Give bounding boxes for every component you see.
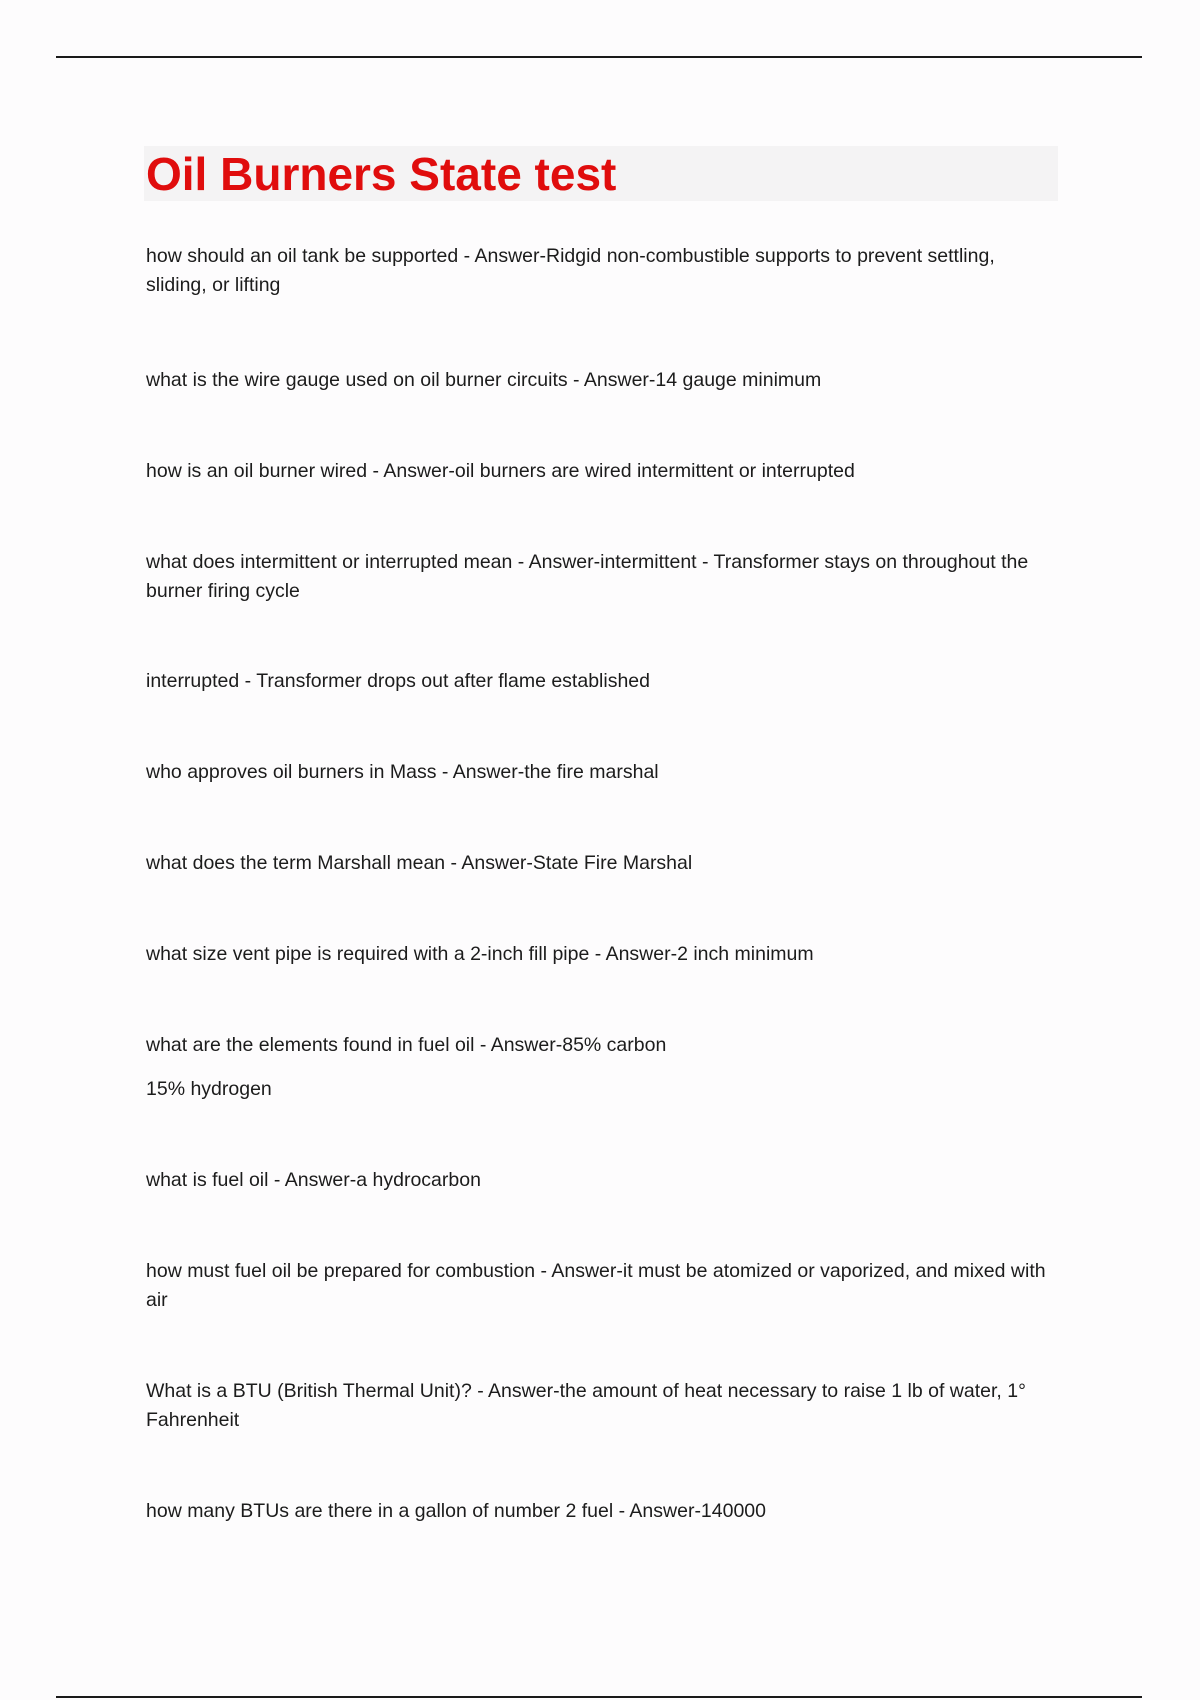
qa-entry-8: what size vent pipe is required with a 2-inch fill pipe - Answer-2 inch minimum [146, 943, 814, 965]
qa-entry-5: interrupted - Transformer drops out after flame established [146, 670, 650, 692]
qa-entry-4: what does intermittent or interrupted mean - Answer-intermittent - Transformer stays on throughout the burner firing cycle [146, 551, 1029, 602]
qa-entry-2: what is the wire gauge used on oil burner circuits - Answer-14 gauge minimum [146, 369, 822, 391]
qa-entry-3: how is an oil burner wired - Answer-oil burners are wired intermittent or interrupted [146, 460, 855, 482]
qa-entry-9: what are the elements found in fuel oil - Answer-85% carbon [146, 1034, 667, 1056]
document-title: Oil Burners State test [146, 148, 617, 200]
qa-entry-1: how should an oil tank be supported - Answer-Ridgid non-combustible supports to prevent settling, sliding, or lifting [146, 245, 995, 296]
header-rule [56, 56, 1142, 58]
qa-entry-12: What is a BTU (British Thermal Unit)? - Answer-the amount of heat necessary to raise 1 lb of water, 1° Fahrenheit [146, 1380, 1026, 1431]
qa-entry-7: what does the term Marshall mean - Answer-State Fire Marshal [146, 852, 693, 874]
footer-rule [56, 1696, 1142, 1698]
qa-entry-9-continued: 15% hydrogen [146, 1078, 272, 1100]
qa-entry-6: who approves oil burners in Mass - Answer-the fire marshal [146, 761, 659, 783]
qa-entry-10: what is fuel oil - Answer-a hydrocarbon [146, 1169, 481, 1191]
qa-entry-11: how must fuel oil be prepared for combustion - Answer-it must be atomized or vaporized, and mixed with air [146, 1260, 1046, 1311]
qa-entry-13: how many BTUs are there in a gallon of number 2 fuel - Answer-140000 [146, 1500, 767, 1522]
